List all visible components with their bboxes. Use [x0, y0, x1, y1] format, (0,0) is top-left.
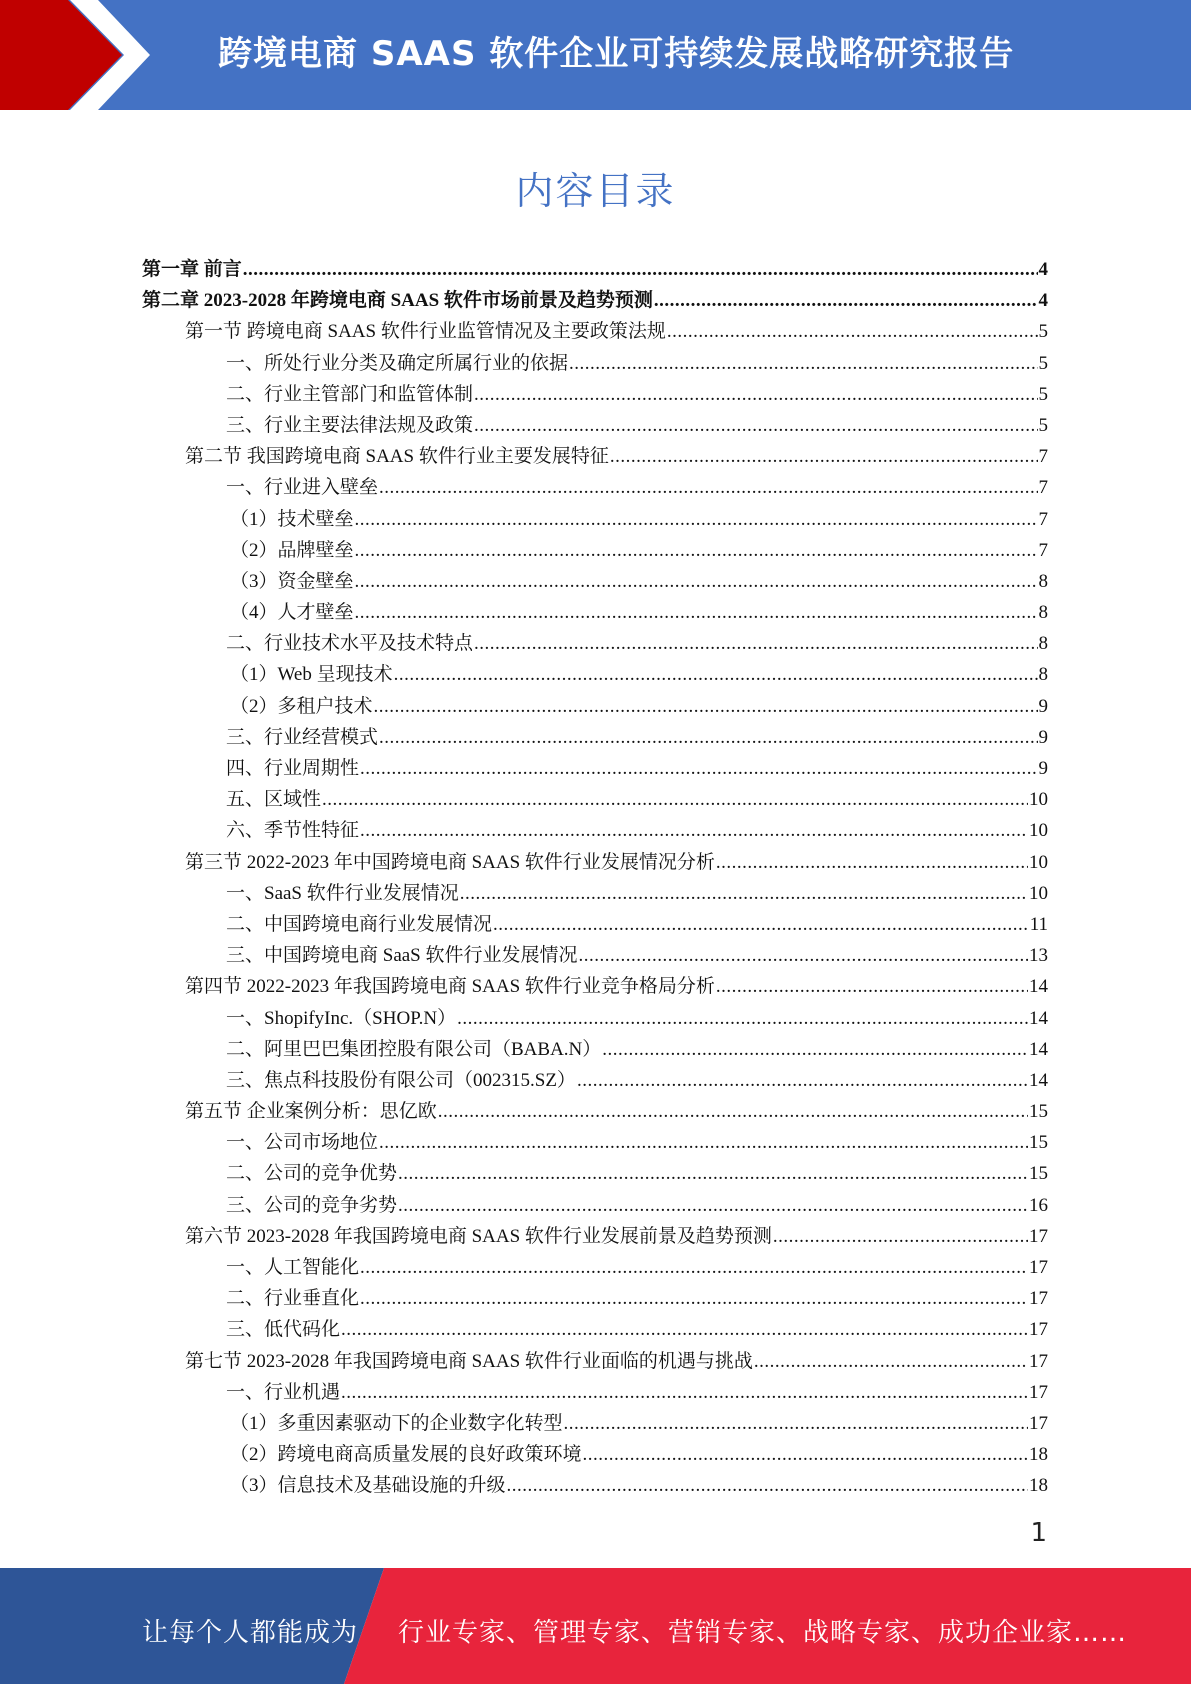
header-chevron-graphic	[0, 0, 160, 110]
toc-entry[interactable]	[142, 441, 1048, 472]
toc-entry[interactable]	[142, 1439, 1048, 1470]
toc-entry-page: 5	[1038, 383, 1048, 405]
toc-entry-page: 7	[1038, 446, 1048, 468]
toc-entry[interactable]	[142, 940, 1048, 971]
toc-entry-page: 4	[1038, 259, 1048, 280]
toc-entry[interactable]	[142, 535, 1048, 566]
toc-entry-page: 7	[1038, 539, 1048, 561]
toc-entry[interactable]	[142, 722, 1048, 753]
toc-leader-dots	[564, 1408, 1028, 1439]
toc-entry[interactable]	[142, 1221, 1048, 1252]
toc-entry-page: 15	[1029, 1101, 1048, 1123]
toc-entry[interactable]	[142, 566, 1048, 597]
toc-entry-label: 第一节 跨境电商 SAAS 软件行业监管情况及主要政策法规	[185, 321, 666, 343]
toc-entry[interactable]	[142, 379, 1048, 410]
toc-entry-page: 15	[1029, 1132, 1048, 1154]
toc-entry[interactable]	[142, 1158, 1048, 1189]
footer-slogan-right: 行业专家、管理专家、营销专家、战略专家、成功企业家……	[398, 1618, 1128, 1648]
toc-entry-label: 三、低代码化	[226, 1319, 341, 1341]
toc-leader-dots	[243, 254, 1038, 285]
toc-entry-label: 二、中国跨境电商行业发展情况	[226, 913, 493, 935]
toc-leader-dots	[360, 1252, 1028, 1283]
toc-entry[interactable]	[142, 1252, 1048, 1283]
toc-leader-dots	[474, 410, 1037, 441]
toc-entry[interactable]	[142, 815, 1048, 846]
toc-entry-label: （1）Web 呈现技术	[230, 664, 393, 686]
toc-entry-label: 三、行业主要法律法规及政策	[226, 414, 474, 436]
toc-entry-page: 18	[1029, 1475, 1048, 1497]
toc-entry-label: 第三节 2022-2023 年中国跨境电商 SAAS 软件行业发展情况分析	[185, 851, 715, 873]
toc-leader-dots	[569, 348, 1037, 379]
toc-leader-dots	[507, 1470, 1028, 1501]
toc-entry[interactable]	[142, 348, 1048, 379]
toc-entry[interactable]	[142, 410, 1048, 441]
toc-entry-label: 二、行业技术水平及技术特点	[226, 633, 474, 655]
toc-entry-page: 17	[1029, 1381, 1048, 1403]
toc-leader-dots	[355, 597, 1038, 628]
toc-entry-page: 17	[1029, 1288, 1048, 1310]
toc-entry-label: 第一章 前言	[142, 259, 242, 280]
toc-entry-label: 一、行业进入壁垒	[226, 477, 379, 499]
toc-entry-label: 一、人工智能化	[226, 1257, 360, 1278]
toc-entry-label: 第二章 2023-2028 年跨境电商 SAAS 软件市场前景及趋势预测	[142, 290, 653, 312]
toc-leader-dots	[457, 1003, 1028, 1034]
toc-leader-dots	[667, 316, 1038, 347]
toc-entry[interactable]	[142, 753, 1048, 784]
toc-entry-label: （2）多租户技术	[230, 695, 373, 717]
toc-entry-page: 17	[1029, 1350, 1048, 1372]
toc-leader-dots	[654, 285, 1038, 316]
toc-entry[interactable]	[142, 628, 1048, 659]
toc-entry-label: （3）资金壁垒	[230, 570, 354, 592]
toc-entry-label: 一、ShopifyInc.（SHOP.N）	[226, 1007, 457, 1029]
toc-leader-dots	[355, 535, 1038, 566]
toc-entry[interactable]	[142, 659, 1048, 690]
toc-leader-dots	[360, 1283, 1028, 1314]
toc-leader-dots	[460, 878, 1028, 909]
toc-entry-page: 5	[1038, 321, 1048, 343]
toc-entry-label: 四、行业周期性	[226, 758, 360, 779]
toc-leader-dots	[579, 940, 1028, 971]
toc-entry-page: 14	[1029, 1069, 1048, 1091]
toc-entry-label: 三、中国跨境电商 SaaS 软件行业发展情况	[226, 945, 578, 967]
toc-entry-label: 三、焦点科技股份有限公司（002315.SZ）	[226, 1069, 576, 1091]
toc-entry[interactable]	[142, 1408, 1048, 1439]
toc-leader-dots	[322, 784, 1028, 815]
toc-entry[interactable]	[142, 1283, 1048, 1314]
toc-entry[interactable]	[142, 909, 1048, 940]
toc-entry-label: 一、SaaS 软件行业发展情况	[226, 882, 459, 904]
toc-entry-page: 14	[1029, 1038, 1048, 1060]
toc-entry-label: 三、行业经营模式	[226, 726, 379, 748]
toc-leader-dots	[716, 847, 1028, 878]
toc-leader-dots	[341, 1314, 1028, 1345]
toc-entry[interactable]	[142, 784, 1048, 815]
toc-leader-dots	[360, 815, 1028, 846]
toc-entry-page: 11	[1029, 913, 1048, 935]
toc-entry-page: 8	[1038, 602, 1048, 624]
toc-leader-dots	[583, 1439, 1028, 1470]
toc-entry-page: 8	[1038, 570, 1048, 592]
toc-entry-label: （1）技术壁垒	[230, 508, 354, 530]
toc-entry-page: 9	[1038, 695, 1048, 717]
toc-entry-page: 5	[1038, 352, 1048, 374]
toc-leader-dots	[341, 1377, 1028, 1408]
toc-leader-dots	[577, 1065, 1028, 1096]
toc-entry-page: 14	[1029, 976, 1048, 998]
toc-entry-label: 第五节 企业案例分析：思亿欧	[185, 1101, 437, 1123]
toc-entry[interactable]	[142, 285, 1048, 316]
footer-band	[0, 1568, 1191, 1684]
toc-entry-page: 18	[1029, 1444, 1048, 1466]
page-number: 1	[1030, 1518, 1047, 1548]
toc-entry[interactable]	[142, 847, 1048, 878]
toc-entry-page: 10	[1029, 851, 1048, 873]
toc-entry-label: 第六节 2023-2028 年我国跨境电商 SAAS 软件行业发展前景及趋势预测	[185, 1225, 772, 1247]
toc-entry-label: 一、行业机遇	[226, 1381, 341, 1403]
toc-entry-label: 五、区域性	[226, 789, 322, 811]
toc-entry[interactable]	[142, 1065, 1048, 1096]
toc-entry-label: （1）多重因素驱动下的企业数字化转型	[230, 1412, 563, 1434]
toc-entry[interactable]	[142, 1314, 1048, 1345]
toc-entry[interactable]	[142, 472, 1048, 503]
toc-entry[interactable]	[142, 1346, 1048, 1377]
toc-entry-label: （3）信息技术及基础设施的升级	[230, 1475, 506, 1497]
toc-entry[interactable]	[142, 1470, 1048, 1501]
toc-entry[interactable]	[142, 316, 1048, 347]
toc-leader-dots	[374, 691, 1038, 722]
toc-leader-dots	[398, 1190, 1028, 1221]
toc-entry[interactable]	[142, 1377, 1048, 1408]
toc-entry-page: 4	[1038, 290, 1048, 312]
toc-entry[interactable]	[142, 691, 1048, 722]
toc-entry-page: 17	[1029, 1319, 1048, 1341]
toc-entry-label: 一、所处行业分类及确定所属行业的依据	[226, 352, 569, 374]
toc-leader-dots	[474, 379, 1037, 410]
toc-leader-dots	[773, 1221, 1028, 1252]
toc-entry-page: 8	[1038, 664, 1048, 686]
toc-entry-label: 一、公司市场地位	[226, 1132, 379, 1154]
toc-leader-dots	[754, 1346, 1028, 1377]
toc-entry-page: 13	[1029, 945, 1048, 967]
table-of-contents	[142, 254, 1048, 1502]
toc-entry-label: （4）人才壁垒	[230, 602, 354, 624]
toc-leader-dots	[360, 753, 1037, 784]
toc-entry-page: 14	[1029, 1007, 1048, 1029]
toc-leader-dots	[379, 472, 1037, 503]
toc-entry-label: 二、行业垂直化	[226, 1288, 360, 1310]
toc-entry-label: 二、阿里巴巴集团控股有限公司（BABA.N）	[226, 1038, 602, 1060]
toc-entry-page: 9	[1038, 758, 1048, 779]
toc-entry[interactable]	[142, 1003, 1048, 1034]
toc-entry-page: 9	[1038, 726, 1048, 748]
toc-entry[interactable]	[142, 1034, 1048, 1065]
toc-leader-dots	[610, 441, 1038, 472]
toc-leader-dots	[398, 1158, 1028, 1189]
toc-entry-page: 7	[1038, 508, 1048, 530]
toc-entry-page: 10	[1029, 882, 1048, 904]
toc-entry-page: 16	[1029, 1194, 1048, 1216]
toc-entry[interactable]	[142, 1190, 1048, 1221]
toc-leader-dots	[602, 1034, 1028, 1065]
toc-entry-page: 10	[1029, 820, 1048, 842]
toc-entry-page: 10	[1029, 789, 1048, 811]
toc-entry[interactable]	[142, 971, 1048, 1002]
footer-slogan-left: 让每个人都能成为	[142, 1618, 359, 1648]
toc-entry-page: 17	[1029, 1412, 1048, 1434]
toc-leader-dots	[355, 504, 1038, 535]
toc-leader-dots	[379, 722, 1037, 753]
toc-entry-label: 六、季节性特征	[226, 820, 360, 842]
report-title: 跨境电商 SAAS 软件企业可持续发展战略研究报告	[218, 34, 1015, 74]
toc-leader-dots	[474, 628, 1037, 659]
header-band	[0, 0, 1191, 110]
toc-entry-page: 7	[1038, 477, 1048, 499]
toc-entry[interactable]	[142, 504, 1048, 535]
toc-leader-dots	[438, 1096, 1028, 1127]
toc-entry-label: 第七节 2023-2028 年我国跨境电商 SAAS 软件行业面临的机遇与挑战	[185, 1350, 753, 1372]
toc-entry[interactable]	[142, 597, 1048, 628]
toc-entry[interactable]	[142, 254, 1048, 285]
toc-leader-dots	[355, 566, 1038, 597]
toc-entry-page: 17	[1029, 1257, 1048, 1278]
toc-entry-label: 第二节 我国跨境电商 SAAS 软件行业主要发展特征	[185, 446, 609, 468]
toc-entry-label: 二、行业主管部门和监管体制	[226, 383, 474, 405]
toc-entry-label: 二、公司的竞争优势	[226, 1163, 398, 1185]
toc-entry-label: （2）跨境电商高质量发展的良好政策环境	[230, 1444, 582, 1466]
toc-title: 内容目录	[515, 169, 676, 213]
toc-leader-dots	[394, 659, 1038, 690]
toc-entry[interactable]	[142, 1096, 1048, 1127]
toc-leader-dots	[716, 971, 1028, 1002]
toc-entry-page: 5	[1038, 414, 1048, 436]
toc-entry-label: 第四节 2022-2023 年我国跨境电商 SAAS 软件行业竞争格局分析	[185, 976, 715, 998]
toc-entry-label: 三、公司的竞争劣势	[226, 1194, 398, 1216]
toc-entry-page: 15	[1029, 1163, 1048, 1185]
toc-leader-dots	[379, 1127, 1028, 1158]
toc-entry-page: 17	[1029, 1225, 1048, 1247]
toc-entry[interactable]	[142, 878, 1048, 909]
toc-entry[interactable]	[142, 1127, 1048, 1158]
toc-leader-dots	[493, 909, 1029, 940]
toc-entry-page: 8	[1038, 633, 1048, 655]
toc-entry-label: （2）品牌壁垒	[230, 539, 354, 561]
